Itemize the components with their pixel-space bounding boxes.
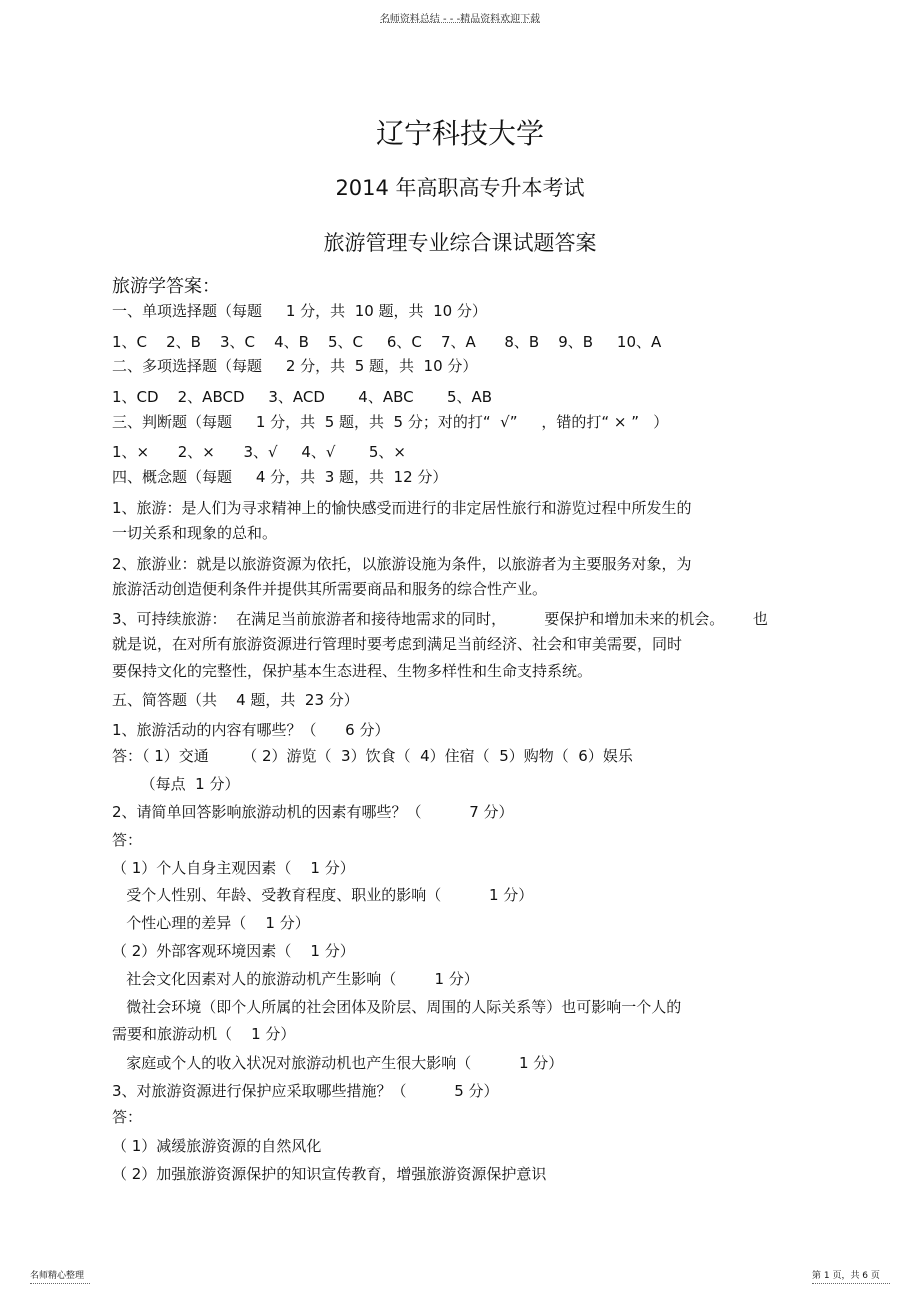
content-line: 答： [112,831,143,849]
content-line: 二、多项选择题（每题 2 分，共 5 题，共 10 分） [112,357,478,375]
footer-page-number: 第 1 页，共 6 页 [812,1271,880,1281]
content-line: 1、× 2、× 3、√ 4、√ 5、× [112,443,406,461]
footer-right-divider [812,1283,890,1284]
header-divider [380,22,540,23]
content-line: 一切关系和现象的总和。 [112,524,278,542]
content-line: 个性心理的差异（ 1 分） [112,914,310,932]
content-line: 3、对旅游资源进行保护应采取哪些措施？（ 5 分） [112,1082,499,1100]
university-title: 辽宁科技大学 [375,117,544,150]
content-line: （ 2）外部客观环境因素（ 1 分） [112,942,355,960]
section-title: 旅游学答案： [112,276,220,297]
content-line: 1、旅游活动的内容有哪些？（ 6 分） [112,721,390,739]
content-line: 需要和旅游动机（ 1 分） [112,1025,296,1043]
content-line: 旅游活动创造便利条件并提供其所需要商品和服务的综合性产业。 [112,580,548,598]
content-line: （每点 1 分） [112,775,240,793]
page-header: 名师资料总结 - - -精品资料欢迎下载 [379,14,541,25]
content-line: 三、判断题（每题 1 分，共 5 题，共 5 分；对的打“ √” ，错的打“ × ” ） [112,413,669,431]
subject-title: 旅游管理专业综合课试题答案 [323,231,597,255]
content-line: 就是说，在对所有旅游资源进行管理时要考虑到满足当前经济、社会和审美需要，同时 [112,635,683,653]
content-line: 受个人性别、年龄、受教育程度、职业的影响（ 1 分） [112,886,534,904]
content-line: 1、C 2、B 3、C 4、B 5、C 6、C 7、A 8、B 9、B 10、A [112,333,662,351]
content-line: （ 1）减缓旅游资源的自然风化 [112,1137,322,1155]
footer-left-divider [30,1283,90,1284]
content-line: 2、旅游业：就是以旅游资源为依托，以旅游设施为条件，以旅游者为主要服务对象，为 [112,555,692,573]
content-line: 2、请简单回答影响旅游动机的因素有哪些？（ 7 分） [112,803,514,821]
content-line: 答： [112,1108,143,1126]
content-line: 五、简答题（共 4 题，共 23 分） [112,691,359,709]
content-line: （ 2）加强旅游资源保护的知识宣传教育，增强旅游资源保护意识 [112,1165,547,1183]
content-line: 一、单项选择题（每题 1 分，共 10 题，共 10 分） [112,302,487,320]
content-line: 家庭或个人的收入状况对旅游动机也产生很大影响（ 1 分） [112,1054,564,1072]
content-line: 1、CD 2、ABCD 3、ACD 4、ABC 5、AB [112,388,493,406]
content-line: 微社会环境（即个人所属的社会团体及阶层、周围的人际关系等）也可影响一个人的 [112,998,682,1016]
content-line: （ 1）个人自身主观因素（ 1 分） [112,859,355,877]
content-line: 1、旅游：是人们为寻求精神上的愉快感受而进行的非定居性旅行和游览过程中所发生的 [112,499,692,517]
content-line: 要保持文化的完整性，保护基本生态进程、生物多样性和生命支持系统。 [112,662,593,680]
content-line: 答：（ 1）交通 （ 2）游览（ 3）饮食（ 4）住宿（ 5）购物（ 6）娱乐 [112,747,633,765]
exam-title: 2014 年高职高专升本考试 [335,176,585,200]
content-line: 3、可持续旅游： 在满足当前旅游者和接待地需求的同时， 要保护和增加未来的机会。 也 [112,610,768,628]
content-line: 社会文化因素对人的旅游动机产生影响（ 1 分） [112,970,479,988]
footer-left: 名师精心整理 [30,1271,85,1281]
content-line: 四、概念题（每题 4 分，共 3 题，共 12 分） [112,468,448,486]
